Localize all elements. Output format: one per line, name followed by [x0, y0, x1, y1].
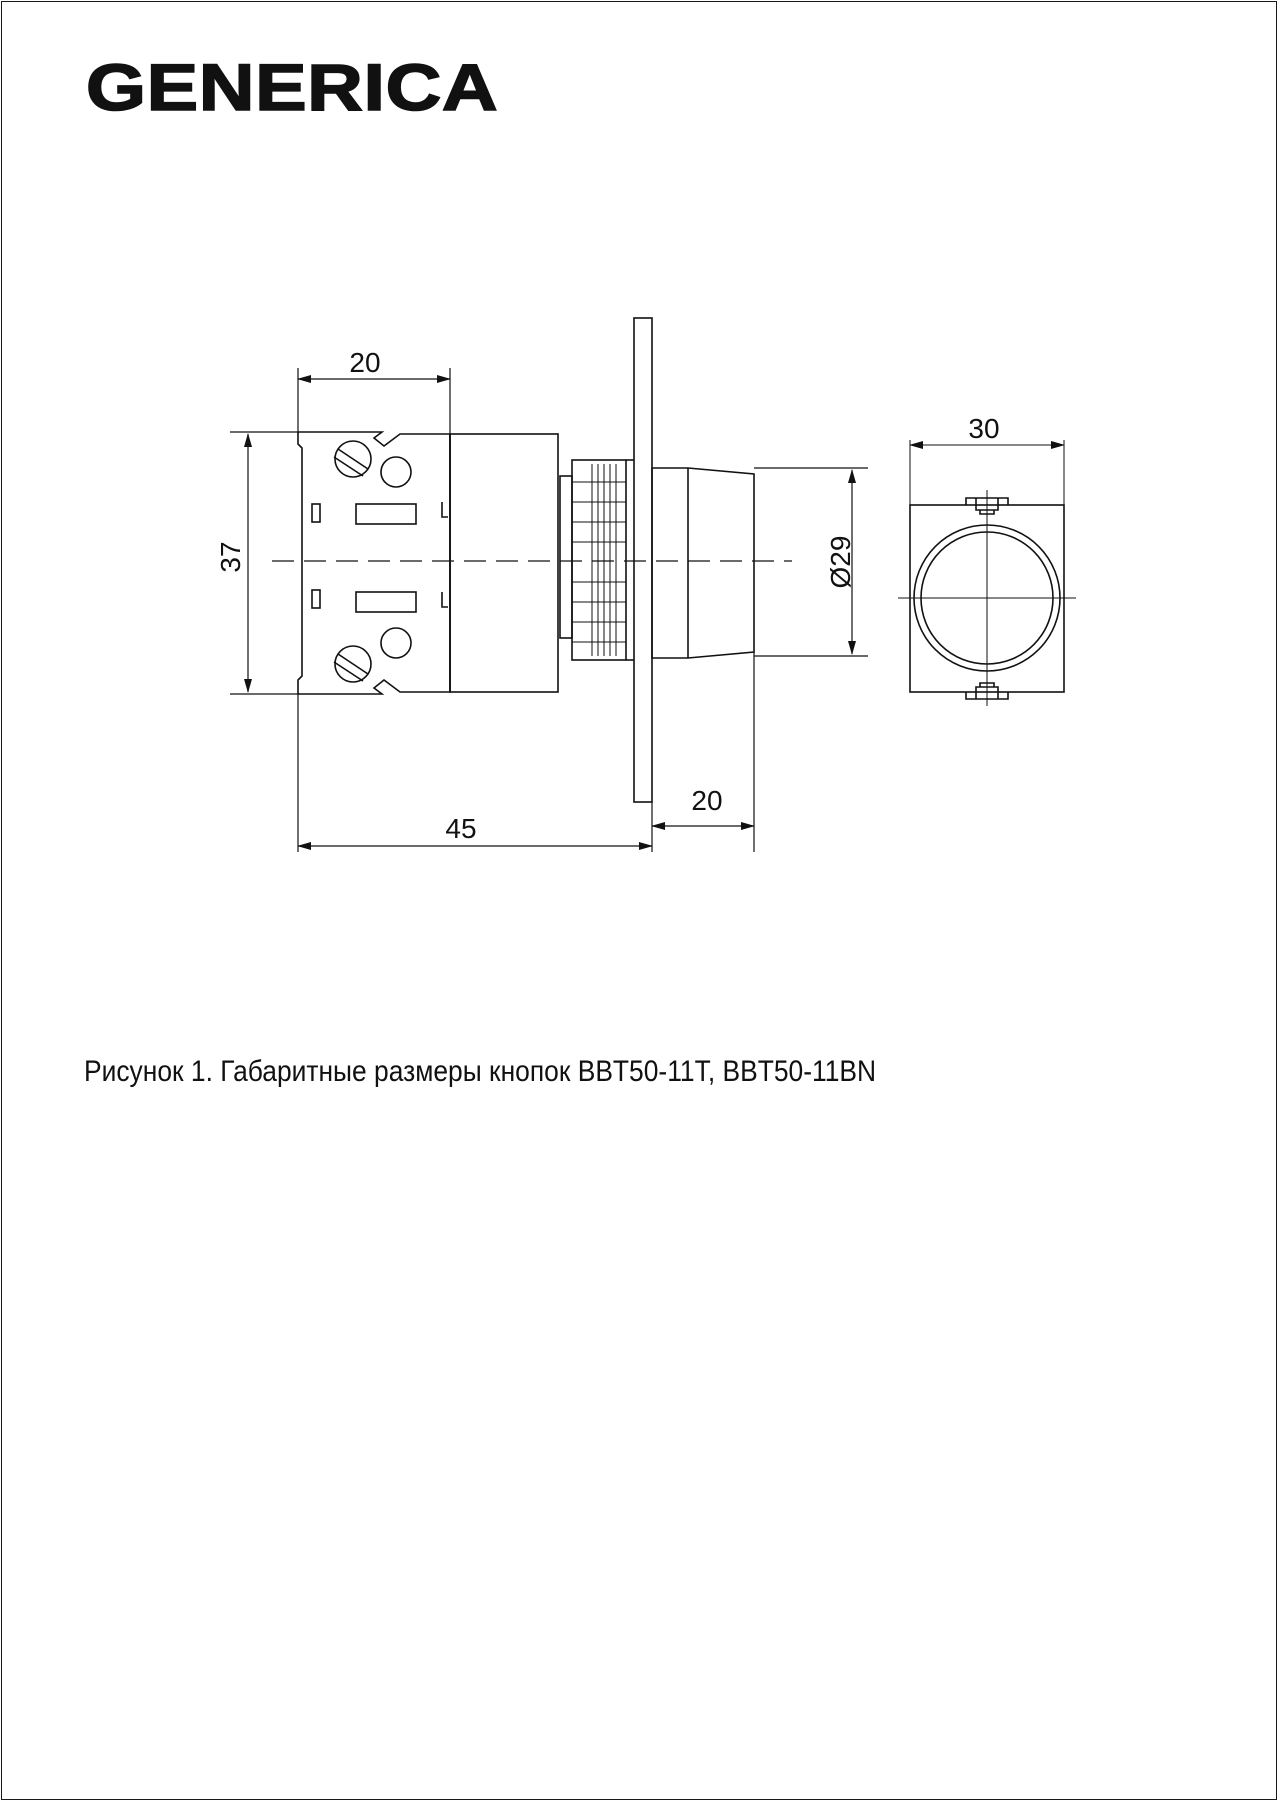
button-head — [652, 468, 754, 658]
mounting-panel — [634, 318, 652, 802]
brand-logo: GENERICA — [86, 50, 499, 124]
dim-front-length: 20 — [691, 785, 723, 816]
dim-top-width: 20 — [349, 347, 381, 378]
dim-button-diameter: Ø29 — [825, 535, 856, 589]
contact-block-outline — [298, 432, 450, 694]
housing-body — [450, 434, 558, 692]
document-page — [1, 1, 1277, 1800]
dim-total-length: 45 — [445, 813, 477, 844]
figure-caption: Рисунок 1. Габаритные размеры кнопок BBT50-11T, BBT50-11BN — [84, 1055, 877, 1088]
dim-height: 37 — [215, 541, 246, 573]
screw-icon — [334, 628, 411, 682]
dim-front-width: 30 — [968, 413, 1000, 444]
dimension-drawing — [2, 2, 1278, 1002]
knurled-nut — [572, 460, 626, 660]
screw-icon — [334, 441, 411, 487]
